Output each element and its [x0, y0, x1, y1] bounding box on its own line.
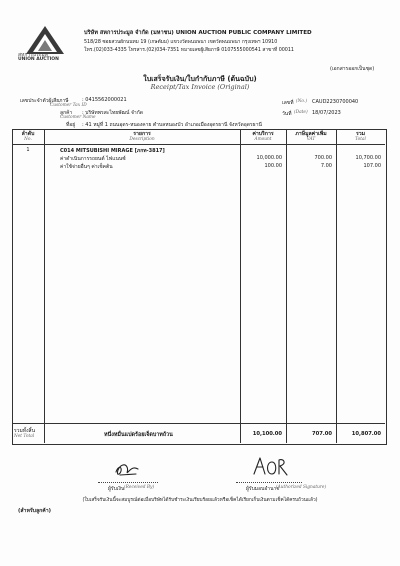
table-header-divider	[12, 144, 385, 145]
header-total: รวม	[355, 131, 366, 137]
row-1-no: 1	[26, 147, 30, 153]
copy-note: (เอกสารออกเป็นชุด)	[330, 66, 375, 72]
number-label: เลขที่	[282, 100, 294, 106]
date-value: 18/07/2023	[312, 110, 341, 116]
row-3-total: 107.00	[363, 163, 381, 169]
col-divider-1	[44, 129, 45, 443]
address-value: : 41 หมู่ที่ 1 ถนนอุดร-หนองคาย ตำบลหนองบัว อำเภอเมืองอุดรธานี จังหวัดอุดรธานี	[82, 122, 262, 128]
address-label: ที่อยู่	[66, 122, 76, 128]
company-address: 518/28 ซอยสวนผักนนทม 19 (เกษตัมม) แขวงวัดพนมพนา เขตวัดพนมพนา กรุงเทพฯ 10910	[84, 40, 278, 45]
customer-copy-label: (สำหรับลูกค้า)	[18, 508, 52, 514]
authorized-label: ผู้รับมอบอำนาจ	[246, 486, 280, 492]
customer-name-value: : บริษัทพรสะไทยพัฒน์ จำกัด	[82, 110, 144, 116]
document-title-th: ใบเสร็จรับเงิน/ใบกำกับภาษี (ต้นฉบับ)	[143, 75, 257, 83]
header-no-en: No.	[24, 137, 32, 142]
authorized-signature-line	[236, 482, 302, 483]
number-label-en: (No.)	[296, 99, 307, 104]
total-vat: 707.00	[311, 431, 332, 437]
tax-id-label: เลขประจำตัวผู้เสียภาษี	[20, 98, 69, 104]
header-amount-en: Amount	[254, 137, 272, 142]
date-label: วันที่	[282, 111, 292, 117]
customer-name-label: ลูกค้า	[60, 110, 73, 116]
net-total-label-en: Net Total	[14, 434, 35, 439]
col-divider-3	[286, 129, 287, 443]
number-value: CAUD2230700040	[312, 99, 359, 105]
grand-total: 10,807.00	[351, 431, 381, 437]
receiver-label: ผู้รับเงิน	[108, 486, 125, 492]
total-amount: 10,100.00	[252, 431, 282, 437]
table-total-divider	[12, 423, 385, 424]
net-total-label: รวมทั้งสิ้น	[14, 428, 35, 434]
tax-id-value: : 0415562000021	[82, 97, 127, 103]
row-3-vat: 7.00	[320, 163, 332, 169]
authorized-signature-icon	[250, 452, 290, 480]
header-vat: ภาษีมูลค่าเพิ่ม	[295, 131, 327, 137]
company-contact: โทร.(02)033-4335 โทรสาร.(02)034-7351 หมายเลขผู้เสียภาษี 0107555000541 สาขาที่ 00011	[84, 48, 294, 53]
company-name: บริษัท สหการประมูล จำกัด (มหาชน) UNION AUCTION PUBLIC COMPANY LIMITED	[84, 30, 312, 36]
header-description-en: Description	[129, 137, 155, 142]
logo-text-en: UNION AUCTION	[18, 57, 59, 62]
date-label-en: (Date)	[294, 110, 308, 115]
header-description: รายการ	[133, 131, 151, 137]
header-no: ลำดับ	[21, 131, 35, 137]
amount-in-words: หนึ่งหมื่นแปดร้อยเจ็ดบาทถ้วน	[104, 432, 173, 438]
row-2-desc: ค่าดำเนินการรถยนต์ ไฟแนนซ์	[60, 156, 126, 162]
row-2-total: 10,700.00	[355, 155, 381, 161]
authorized-label-en: (Authorized Signature)	[276, 485, 327, 490]
receiver-label-en: (Received By)	[124, 485, 155, 490]
items-table	[12, 129, 387, 445]
header-total-en: Total	[355, 137, 366, 142]
customer-name-label-en: Customer Name	[60, 115, 96, 120]
col-divider-4	[336, 129, 337, 443]
receiver-signature-icon	[112, 458, 142, 480]
header-amount: ค่าบริการ	[252, 131, 274, 137]
document-title-en: Receipt/Tax Invoice (Original)	[150, 83, 250, 91]
row-3-amount: 100.00	[264, 163, 282, 169]
row-2-amount: 10,000.00	[256, 155, 282, 161]
row-3-desc: ค่าใช้จ่ายอื่นๆ ค่าเช็คต้น	[60, 164, 113, 170]
logo-text-th: สหการประมูล	[18, 52, 48, 58]
tax-id-label-en: Customer Tax ID	[50, 103, 87, 108]
col-divider-2	[240, 129, 241, 443]
footer-note: (ใบเสร็จรับเงินนี้จะสมบูรณ์ต่อเมื่อบริษัทได้รับชำระเงินเรียบร้อยแล้วหรือเช็คได้เรียกเก็บเงินตามเช็คได้ครบถ้วนแล้ว)	[82, 498, 318, 503]
receiver-signature-line	[98, 482, 158, 483]
row-1-desc: C014 MITSUBISHI MIRAGE [ภกท-3817]	[60, 148, 165, 154]
header-vat-en: VAT	[306, 137, 316, 142]
row-2-vat: 700.00	[314, 155, 332, 161]
